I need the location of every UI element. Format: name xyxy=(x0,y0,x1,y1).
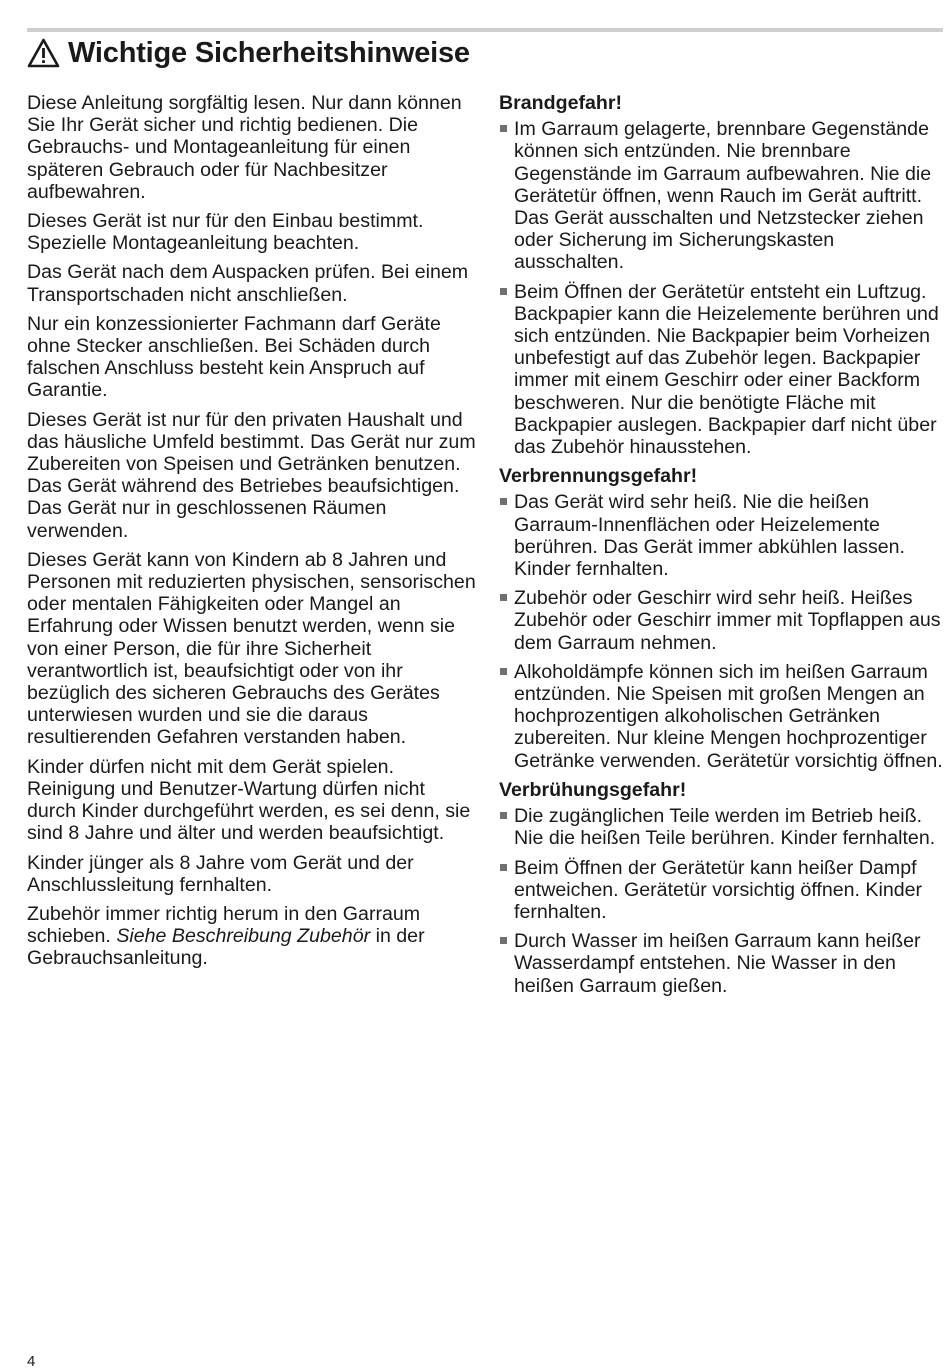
inspection-paragraph: Das Gerät nach dem Auspacken prüfen. Bei einem Transportschaden nicht anschließen. xyxy=(27,261,469,306)
accessory-paragraph xyxy=(27,903,479,970)
list-item-text: Im Garraum gelagerte, brennbare Gegenstände können sich entzünden. Nie brennbare Gegenstände im Garraum aufbewahren. Nie die Gerätetür öffnen, wenn Rauch im Gerät auftritt. Das Gerät ausschalten und Netzstecker ziehen oder Sicherung im Sicherungskasten ausschalten. xyxy=(514,118,932,274)
section-heading-burn: Verbrennungsgefahr! xyxy=(499,465,698,488)
accessory-reference: Siehe Beschreibung Zubehör xyxy=(116,925,371,948)
list-item xyxy=(499,805,945,849)
list-item-text: Zubehör oder Geschirr wird sehr heiß. Heißes Zubehör oder Geschirr immer mit Topflappen aus dem Garraum nehmen. xyxy=(514,587,941,654)
usage-paragraph: Dieses Gerät ist nur für den privaten Haushalt und das häusliche Umfeld bestimmt. Das Gerät nur zum Zubereiten von Speisen und Getränken benutzen. Das Gerät während des Betriebes beaufsichtigen. Das Gerät nur in geschlossenen Räumen verwenden. xyxy=(27,408,476,542)
burn-list xyxy=(499,491,945,771)
list-item xyxy=(499,491,945,580)
list-item-text: Alkoholdämpfe können sich im heißen Garraum entzünden. Nie Speisen mit großen Mengen an hochprozentigen alkoholischen Getränken zubereiten. Nur kleine Mengen hochprozentiger Getränke verwenden. Gerätetür vorsichtig öffnen. xyxy=(514,660,943,772)
children-play-paragraph: Kinder dürfen nicht mit dem Gerät spielen. Reinigung und Benutzer-Wartung dürfen nicht durch Kinder durchgeführt werden, es sei denn, sie sind 8 Jahre und älter und werden beaufsichtigt. xyxy=(27,755,471,845)
fire-list xyxy=(499,118,945,458)
left-column xyxy=(27,92,479,977)
list-item-text: Beim Öffnen der Gerätetür kann heißer Dampf entweichen. Gerätetür vorsichtig öffnen. Kinder fernhalten. xyxy=(514,856,923,923)
list-item xyxy=(499,587,945,654)
section-heading-fire: Brandgefahr! xyxy=(499,92,623,114)
accessory-text: Zubehör immer richtig herum in den Garraum schieben. xyxy=(27,902,421,948)
page-title-text: Wichtige Sicherheitshinweise xyxy=(68,37,470,69)
intro-paragraph: Diese Anleitung sorgfältig lesen. Nur dann können Sie Ihr Gerät sicher und richtig bedienen. Die Gebrauchs- und Montageanleitung für einen späteren Gebrauch oder für Nachbesitzer aufbewahren. xyxy=(27,92,462,203)
connection-paragraph: Nur ein konzessionierter Fachmann darf Geräte ohne Stecker anschließen. Bei Schäden durch falschen Anschluss besteht kein Anspruch auf Garantie. xyxy=(27,312,441,402)
list-item-text: Das Gerät wird sehr heiß. Nie die heißen Garraum-Innenflächen oder Heizelemente berühren. Das Gerät immer abkühlen lassen. Kinder fernhalten. xyxy=(514,491,905,581)
square-bullet-icon xyxy=(500,668,507,675)
list-item xyxy=(499,118,945,273)
list-item-text: Durch Wasser im heißen Garraum kann heißer Wasserdampf entstehen. Nie Wasser in den heißen Garraum gießen. xyxy=(514,930,921,997)
square-bullet-icon xyxy=(500,288,507,295)
square-bullet-icon xyxy=(500,594,507,601)
list-item xyxy=(499,281,945,459)
right-column xyxy=(499,92,945,1004)
warning-triangle-icon xyxy=(27,38,60,68)
installation-paragraph: Dieses Gerät ist nur für den Einbau bestimmt. Spezielle Montageanleitung beachten. xyxy=(27,210,424,255)
section-heading-scald: Verbrühungsgefahr! xyxy=(499,778,687,801)
page-number: 4 xyxy=(27,1353,36,1370)
list-item-text: Beim Öffnen der Gerätetür entsteht ein Luftzug. Backpapier kann die Heizelemente berühren und sich entzünden. Nie Backpapier beim Vorheizen unbefestigt auf das Zubehör legen. Backpapier immer mit einem Geschirr oder einer Backform beschweren. Nur die benötigte Fläche mit Backpapier auslegen. Backpapier darf nicht über das Zubehör hinausstehen. xyxy=(514,280,939,459)
accessory-text-end: in der Gebrauchsanleitung. xyxy=(27,925,425,970)
square-bullet-icon xyxy=(500,812,507,819)
list-item xyxy=(499,857,945,924)
square-bullet-icon xyxy=(500,937,507,944)
children-persons-paragraph: Dieses Gerät kann von Kindern ab 8 Jahren und Personen mit reduzierten physischen, sensorischen oder mentalen Fähigkeiten oder Mangel an Erfahrung oder Wissen benutzt werden, wenn sie von einer Person, die für ihre Sicherheit verantwortlich ist, beaufsichtigt oder von ihr bezüglich des sicheren Gebrauchs des Gerätes unterwiesen wurden und sie die daraus resultierenden Gefahren verstanden haben. xyxy=(27,548,476,749)
square-bullet-icon xyxy=(500,864,507,871)
children-under-8-paragraph: Kinder jünger als 8 Jahre vom Gerät und der Anschlussleitung fernhalten. xyxy=(27,851,414,896)
page-title xyxy=(27,36,470,70)
scald-list xyxy=(499,805,945,997)
list-item xyxy=(499,661,945,772)
list-item xyxy=(499,930,945,997)
top-rule xyxy=(27,28,943,32)
square-bullet-icon xyxy=(500,498,507,505)
list-item-text: Die zugänglichen Teile werden im Betrieb heiß. Nie die heißen Teile berühren. Kinder fernhalten. xyxy=(514,805,936,850)
square-bullet-icon xyxy=(500,125,507,132)
